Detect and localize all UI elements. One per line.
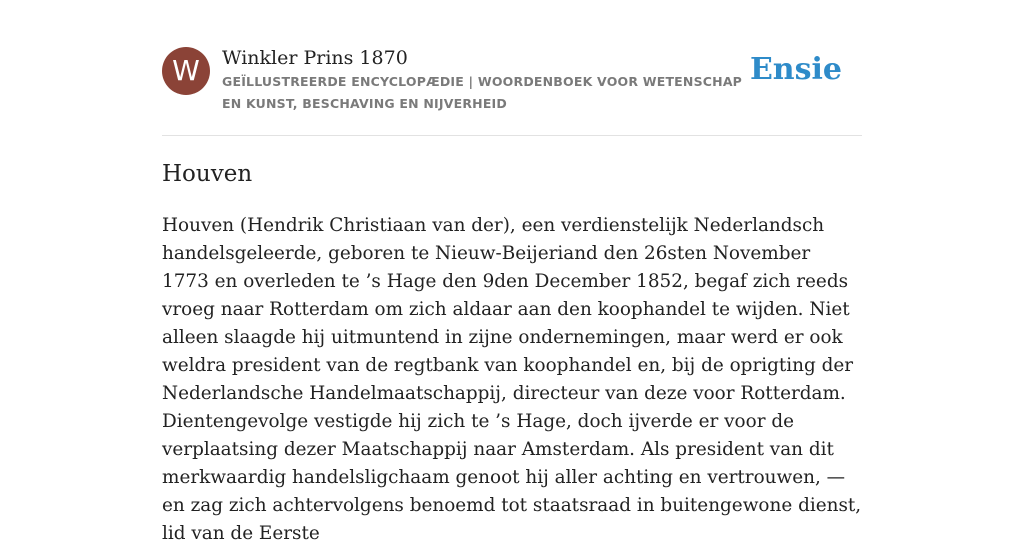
source-avatar[interactable]: W [162,47,210,95]
source-title[interactable]: Winkler Prins 1870 [222,47,408,69]
header-divider [162,135,862,136]
source-header [162,46,862,136]
ensie-logo[interactable]: Ensie [749,52,842,87]
entry-headword: Houven [162,161,253,187]
entry-body: Houven (Hendrik Christiaan van der), een verdienstelijk Nederlandsch handelsgeleerde, geboren te Nieuw-Beijeriand den 26sten November 1773 en overleden te ’s Hage den 9den December 1852, begaf zich reeds vroeg naar Rotterdam om zich aldaar aan den koophandel te wijden. Niet alleen slaagde hij uitmuntend in zijne ondernemingen, maar werd er ook weldra president van de regtbank van koophandel en, bij de oprigting der Nederlandsche Handelmaatschappij, directeur van deze voor Rotterdam. Dientengevolge vestigde hij zich te ’s Hage, doch ijverde er voor de verplaatsing dezer Maatschappij naar Amsterdam. Als president van dit merkwaardig handelsligchaam genoot hij aller achting en vertrouwen, — en zag zich achtervolgens benoemd tot staatsraad in buitengewone dienst, lid van de Eerste [162,215,862,544]
source-subtitle: GEÏLLUSTREERDE ENCYCLOPÆDIE | WOORDENBOEK VOOR WETENSCHAP EN KUNST, BESCHAVING EN NIJVERHEID [222,74,743,111]
